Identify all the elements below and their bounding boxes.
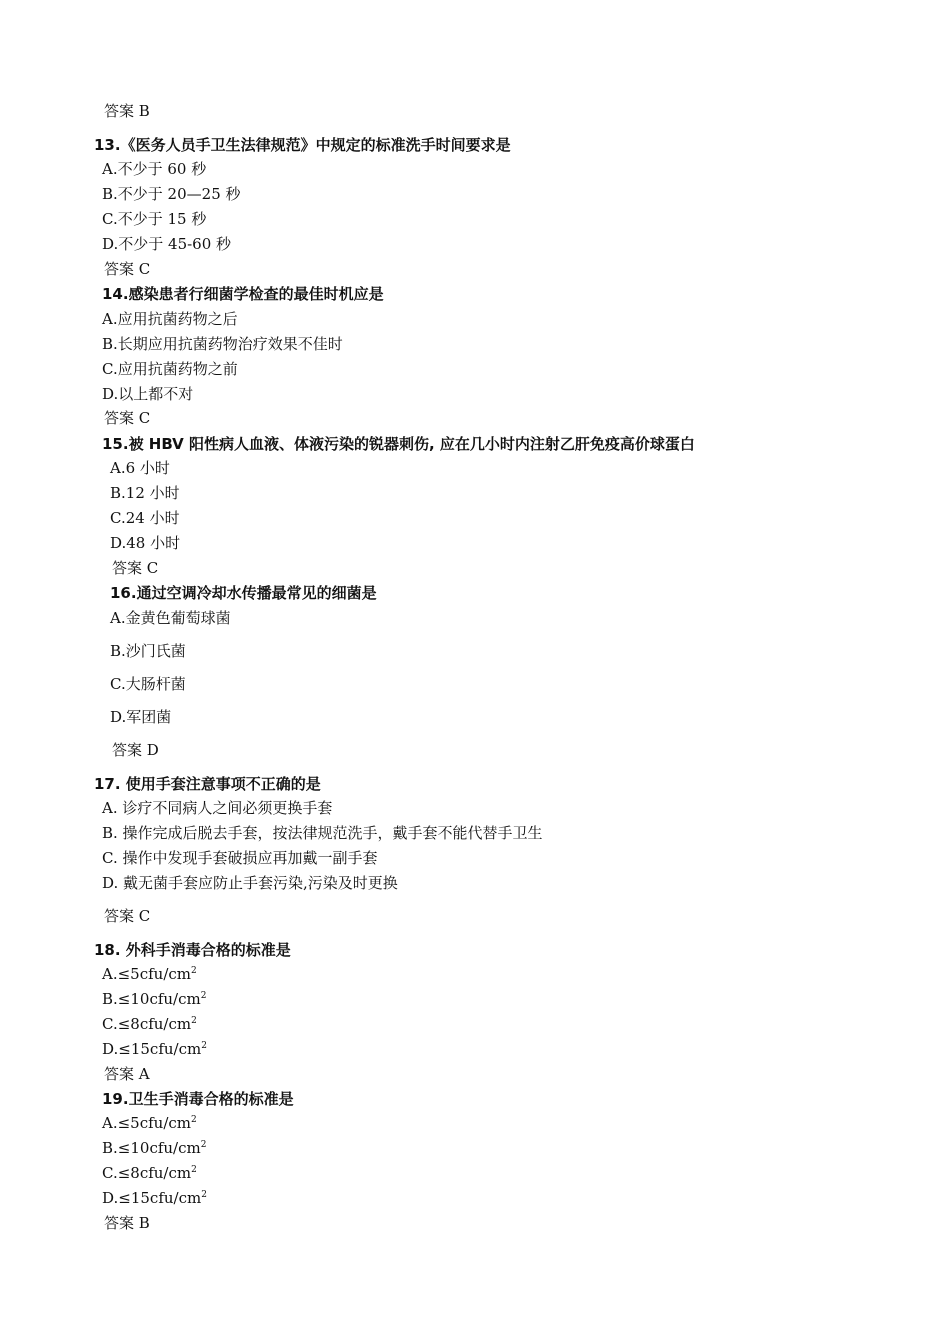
- option-b: $B.\le 10cfu/cm^2$: [102, 990, 207, 1008]
- option-c: C.不少于 15 秒: [102, 210, 207, 228]
- option-d: D. 戴无菌手套应防止手套污染,污染及时更换: [102, 874, 398, 892]
- option-d: D.以上都不对: [102, 385, 194, 403]
- option-c: C. 操作中发现手套破损应再加戴一副手套: [102, 849, 378, 867]
- option-a: A.应用抗菌药物之后: [102, 310, 238, 328]
- option-b: B. 操作完成后脱去手套，按法律规范洗手，戴手套不能代替手卫生: [102, 824, 543, 842]
- question-title: 19.卫生手消毒合格的标准是: [102, 1090, 294, 1108]
- superscript: 2: [200, 1140, 207, 1150]
- question-title: 14.感染患者行细菌学检查的最佳时机应是: [102, 285, 384, 303]
- option-c: C.24 小时: [110, 509, 180, 527]
- superscript: 2: [200, 991, 207, 1001]
- superscript: 2: [191, 966, 197, 976]
- option-c: $C.\le 8cfu/cm^2$: [102, 1164, 197, 1182]
- question-title: 17. 使用手套注意事项不正确的是: [94, 775, 321, 793]
- question-title: 15.被 HBV 阳性病人血液、体液污染的锐器刺伤, 应在几小时内注射乙肝免疫高价球蛋白: [102, 435, 695, 453]
- option-d: D.48 小时: [110, 534, 181, 552]
- option-d: $D.\le 15cfu/cm^2$: [102, 1189, 207, 1207]
- option-b: B.12 小时: [110, 484, 180, 502]
- option-b: $B.\le 10cfu/cm^2$: [102, 1139, 207, 1157]
- option-d: D.军团菌: [110, 708, 172, 726]
- option-a: $A.\le 5cfu/cm^2$: [102, 1114, 197, 1132]
- answer-line: 答案 C: [104, 260, 151, 278]
- question-title: 13.《医务人员手卫生法律规范》中规定的标准洗手时间要求是: [94, 136, 511, 154]
- superscript: 2: [201, 1041, 207, 1051]
- option-b: B.不少于 20—25 秒: [102, 185, 241, 203]
- option-a: A. 诊疗不同病人之间必须更换手套: [102, 799, 333, 817]
- option-d: D.不少于 45-60 秒: [102, 235, 232, 253]
- answer-line: 答案 A: [104, 1065, 150, 1083]
- answer-line: 答案 C: [104, 409, 151, 427]
- superscript: 2: [191, 1016, 197, 1026]
- answer-line: 答案 D: [112, 741, 159, 759]
- option-a: A.6 小时: [110, 459, 170, 477]
- question-title: 16.通过空调冷却水传播最常见的细菌是: [110, 584, 377, 602]
- option-c: $C.\le 8cfu/cm^2$: [102, 1015, 197, 1033]
- option-a: $A.\le 5cfu/cm^2$: [102, 965, 197, 983]
- answer-line: 答案 C: [104, 907, 151, 925]
- superscript: 2: [191, 1165, 197, 1175]
- option-c: C.大肠杆菌: [110, 675, 186, 693]
- option-a: A.金黄色葡萄球菌: [110, 609, 231, 627]
- superscript: 2: [201, 1190, 207, 1200]
- option-b: B.沙门氏菌: [110, 642, 186, 660]
- answer-line: 答案 B: [104, 1214, 150, 1232]
- answer-line: 答案 B: [104, 102, 150, 120]
- option-c: C.应用抗菌药物之前: [102, 360, 238, 378]
- question-title: 18. 外科手消毒合格的标准是: [94, 941, 291, 959]
- option-a: A.不少于 60 秒: [102, 160, 207, 178]
- option-d: $D.\le 15cfu/cm^2$: [102, 1040, 207, 1058]
- option-b: B.长期应用抗菌药物治疗效果不佳时: [102, 335, 343, 353]
- superscript: 2: [191, 1115, 197, 1125]
- answer-line: 答案 C: [112, 559, 159, 577]
